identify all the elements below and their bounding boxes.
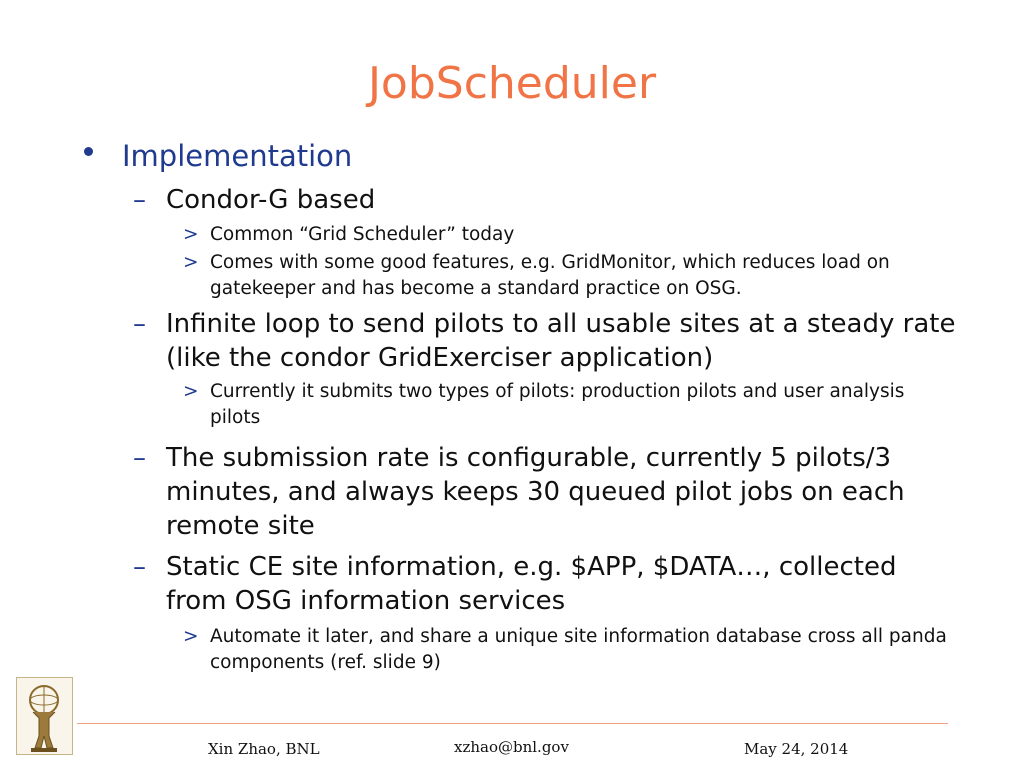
bullet-level3: Comes with some good features, e.g. GridMonitor, which reduces load on gatekeeper and has become a standard practice on OSG.: [210, 252, 890, 299]
footer-author: Xin Zhao, BNL: [208, 740, 320, 758]
bullet-level3: Common “Grid Scheduler” today: [210, 224, 515, 245]
bullet-level2: Condor-G based: [166, 185, 376, 215]
arrow-icon: >: [183, 252, 199, 273]
slide-title: JobScheduler: [367, 58, 657, 109]
dash-icon: –: [133, 185, 146, 215]
bullet-level2: The submission rate is configurable, currently 5 pilots/3 minutes, and always keeps 30 queued pilot jobs on each remote site: [166, 443, 905, 541]
dash-icon: –: [133, 443, 146, 473]
footer-divider: [77, 723, 948, 724]
footer-email: xzhao@bnl.gov: [454, 738, 569, 756]
arrow-icon: >: [183, 381, 199, 402]
bullet-level2: Infinite loop to send pilots to all usable sites at a steady rate (like the condor GridExerciser application): [166, 309, 956, 373]
arrow-icon: >: [183, 224, 199, 245]
atlas-logo: [16, 677, 73, 755]
bullet-level3: Currently it submits two types of pilots: production pilots and user analysis pilots: [210, 381, 905, 428]
dash-icon: –: [133, 309, 146, 339]
arrow-icon: >: [183, 626, 199, 647]
footer-date: May 24, 2014: [744, 740, 849, 758]
bullet-level2: Static CE site information, e.g. $APP, $DATA…, collected from OSG information services: [166, 552, 897, 616]
dash-icon: –: [133, 552, 146, 582]
bullet-level1: Implementation: [122, 139, 353, 173]
bullet-level3: Automate it later, and share a unique site information database cross all panda components (ref. slide 9): [210, 626, 947, 673]
bullet-dot-icon: [84, 147, 93, 156]
atlas-statue-icon: [17, 678, 72, 754]
